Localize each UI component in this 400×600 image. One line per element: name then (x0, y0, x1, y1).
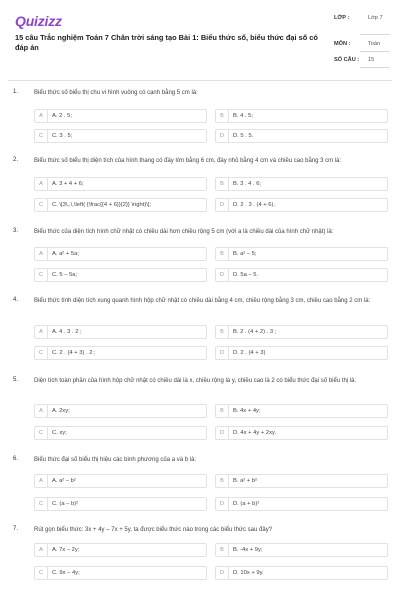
option-text: C. 9x – 4y; (52, 570, 80, 576)
question-text: Biểu thức của diện tích hình chữ nhật có chiều dài hơn chiều rộng 5 cm (với a là chiều dài của hình chữ nhật) là: (34, 229, 334, 235)
question-2 (0, 157, 400, 217)
option-letter: B (216, 475, 229, 487)
option-text: A. 2 . 5; (52, 113, 72, 119)
class-underline (360, 34, 390, 35)
option-a[interactable] (34, 247, 207, 261)
worksheet-title: 15 câu Trắc nghiệm Toán 7 Chân trời sáng tạo Bài 1: Biểu thức số, biểu thức đại số có đáp án (15, 33, 318, 52)
option-c[interactable] (34, 198, 207, 212)
option-letter: C (35, 567, 48, 579)
option-d[interactable] (215, 426, 388, 440)
option-letter: D (216, 567, 229, 579)
question-3 (0, 228, 400, 288)
option-text: B. a² + b² (233, 478, 258, 484)
question-number: 4. (13, 297, 19, 303)
option-letter: D (216, 498, 229, 510)
option-letter: B (216, 110, 229, 122)
quizizz-logo: Quizizz (15, 13, 62, 29)
option-letter: B (216, 248, 229, 260)
option-d[interactable] (215, 346, 388, 360)
option-text: C. \[3\,.\,\left( {\frac{{4 + 6}}{2}} \right)\]; (52, 202, 152, 208)
question-1 (0, 89, 400, 149)
option-letter: D (216, 427, 229, 439)
option-letter: D (216, 199, 229, 211)
subject-label: MÔN : (334, 41, 351, 47)
question-text: Biểu thức đại số biểu thị hiệu các bình phương của a và b là: (34, 457, 197, 463)
option-letter: A (35, 475, 48, 487)
option-b[interactable] (215, 404, 388, 418)
class-label: LỚP : (334, 15, 350, 21)
option-text: B. a² – 5; (233, 251, 257, 257)
option-text: D. 2 . (4 + 3) (233, 350, 266, 356)
question-text: Rút gọn biểu thức: 3x + 4y – 7x + 5y, ta được biểu thức nào trong các biểu thức sau đây? (34, 527, 273, 533)
option-d[interactable] (215, 268, 388, 282)
option-d[interactable] (215, 198, 388, 212)
option-c[interactable] (34, 497, 207, 511)
option-text: A. 3 + 4 + 6; (52, 181, 84, 187)
option-text: B. 4x + 4y; (233, 408, 261, 414)
option-a[interactable] (34, 177, 207, 191)
option-letter: C (35, 269, 48, 281)
option-text: B. 2 . (4 + 2) . 3 ; (233, 329, 277, 335)
subject-underline (360, 51, 390, 52)
question-text: Biểu thức số biểu thị diện tích của hình thang có đáy lớn bằng 6 cm, đáy nhỏ bằng 4 cm và chiều cao bằng 3 cm là: (34, 158, 342, 164)
option-letter: A (35, 405, 48, 417)
option-text: B. 3 . 4 . 6; (233, 181, 262, 187)
question-count-value: 15 (368, 57, 375, 63)
option-letter: B (216, 405, 229, 417)
option-text: A. a² + 5a; (52, 251, 79, 257)
worksheet-header (0, 0, 400, 82)
option-text: A. 2xy; (52, 408, 70, 414)
option-letter: C (35, 199, 48, 211)
option-a[interactable] (34, 109, 207, 123)
option-letter: C (35, 498, 48, 510)
option-text: C. 2 . (4 + 3) . 2 ; (52, 350, 96, 356)
option-a[interactable] (34, 404, 207, 418)
option-letter: A (35, 110, 48, 122)
option-a[interactable] (34, 474, 207, 488)
question-text: Biểu thức tính diện tích xung quanh hình hộp chữ nhật có chiều dài bằng 4 cm, chiều rộng bằng 3 cm, chiều cao bằng 2 cm là: (34, 298, 371, 304)
question-count-underline (360, 67, 390, 68)
option-d[interactable] (215, 566, 388, 580)
question-number: 3. (13, 228, 19, 234)
subject-value: Toán (368, 41, 381, 47)
header-divider (8, 80, 392, 81)
question-number: 1. (13, 89, 19, 95)
option-text: D. 5 . 5. (233, 133, 254, 139)
option-c[interactable] (34, 566, 207, 580)
option-a[interactable] (34, 543, 207, 557)
class-value: Lớp 7 (368, 15, 383, 21)
option-letter: D (216, 130, 229, 142)
option-letter: D (216, 269, 229, 281)
option-text: A. 4 . 3 . 2 ; (52, 329, 82, 335)
option-text: C. 3 . 5; (52, 133, 73, 139)
option-letter: D (216, 347, 229, 359)
option-letter: A (35, 326, 48, 338)
option-text: B. -4x + 9y; (233, 547, 263, 553)
question-number: 6. (13, 456, 19, 462)
question-5 (0, 377, 400, 447)
option-a[interactable] (34, 325, 207, 339)
option-c[interactable] (34, 268, 207, 282)
option-letter: C (35, 427, 48, 439)
option-text: C. (a – b)² (52, 501, 79, 507)
question-count-label: SỐ CÂU : (334, 57, 360, 63)
option-text: C. xy; (52, 430, 67, 436)
option-letter: A (35, 544, 48, 556)
option-b[interactable] (215, 543, 388, 557)
option-text: C. 5 – 5a; (52, 272, 78, 278)
option-letter: A (35, 248, 48, 260)
option-letter: B (216, 544, 229, 556)
question-4 (0, 297, 400, 367)
option-b[interactable] (215, 177, 388, 191)
question-text: Diện tích toàn phần của hình hộp chữ nhật có chiều dài là x, chiều rộng là y, chiều cao là 2 có biểu thức đại số biểu thị là: (34, 378, 357, 384)
option-letter: B (216, 178, 229, 190)
option-text: D. 4x + 4y + 2xy. (233, 430, 277, 436)
option-letter: C (35, 347, 48, 359)
question-number: 2. (13, 157, 19, 163)
option-text: D. 5a – 5. (233, 272, 259, 278)
option-b[interactable] (215, 474, 388, 488)
question-6 (0, 456, 400, 516)
option-text: A. a² – b² (52, 478, 76, 484)
option-b[interactable] (215, 325, 388, 339)
option-b[interactable] (215, 247, 388, 261)
option-text: A. 7x – 2y; (52, 547, 80, 553)
question-text: Biểu thức số biểu thị chu vi hình vuông có cạnh bằng 5 cm là: (34, 90, 198, 96)
question-number: 5. (13, 377, 19, 383)
option-b[interactable] (215, 109, 388, 123)
option-text: D. 2 . 3 . (4 + 6). (233, 202, 276, 208)
option-c[interactable] (34, 129, 207, 143)
option-c[interactable] (34, 426, 207, 440)
question-number: 7. (13, 526, 19, 532)
option-letter: C (35, 130, 48, 142)
option-d[interactable] (215, 497, 388, 511)
option-text: D. 10x + 9y. (233, 570, 264, 576)
question-7 (0, 526, 400, 586)
option-letter: A (35, 178, 48, 190)
option-c[interactable] (34, 346, 207, 360)
option-text: B. 4 . 5; (233, 113, 253, 119)
option-d[interactable] (215, 129, 388, 143)
option-text: D. (a + b)² (233, 501, 260, 507)
option-letter: B (216, 326, 229, 338)
